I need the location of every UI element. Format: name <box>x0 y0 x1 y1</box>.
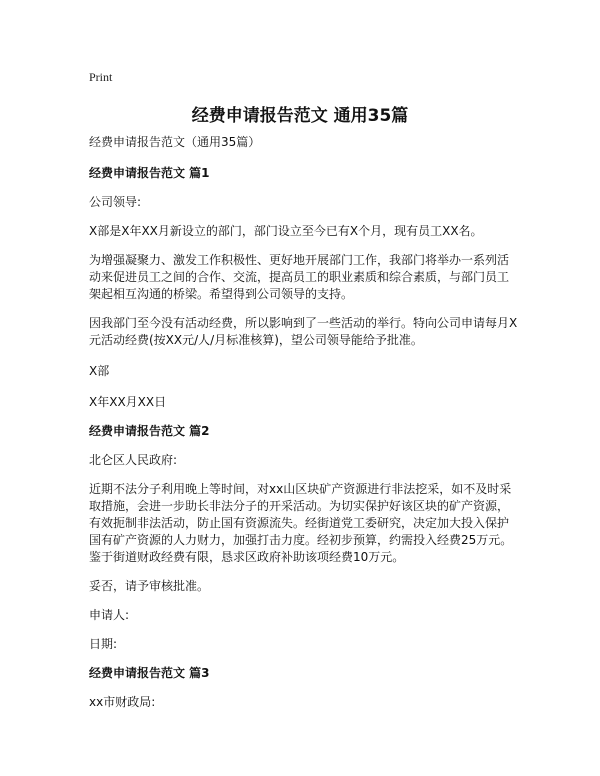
section-1-paragraph-2: 为增强凝聚力、激发工作积极性、更好地开展部门工作，我部门将举办一系列活动来促进员工之间的合作、交流，提高员工的职业素质和综合素质，与部门员工架起相互沟通的桥梁。希望得到公司领导的支持。 <box>89 253 510 301</box>
section-3-salutation: xx市财政局: <box>89 695 156 709</box>
document-title: 经费申请报告范文 通用35篇 <box>191 106 409 126</box>
section-1-paragraph-3: 因我部门至今没有活动经费，所以影响到了一些活动的举行。特向公司申请每月X元活动经费(按XX元/人/月标准核算)，望公司领导能给予批准。 <box>89 316 518 347</box>
section-2-salutation: 北仑区人民政府: <box>89 453 178 467</box>
section-2-date: 日期: <box>89 637 118 651</box>
section-2-paragraph-1: 近期不法分子利用晚上等时间，对xx山区块矿产资源进行非法挖采，如不及时采取措施，会进一步助长非法分子的开采活动。为切实保护好该区块的矿产资源，有效扼制非法活动，防止国有资源流失。经街道党工委研究，决定加大投入保护国有矿产资源的人力财力，加强打击力度。经初步预算，约需投入经费25万元。鉴于街道财政经费有限，恳求区政府补助该项经费10万元。 <box>89 482 513 564</box>
section-1-heading: 经费申请报告范文 篇1 <box>89 166 210 180</box>
document-body <box>89 134 519 723</box>
section-3-heading: 经费申请报告范文 篇3 <box>89 666 210 680</box>
document-subtitle: 经费申请报告范文（通用35篇） <box>89 135 261 149</box>
print-label: Print <box>89 70 113 84</box>
section-1-salutation: 公司领导: <box>89 195 142 209</box>
section-2-heading: 经费申请报告范文 篇2 <box>89 424 210 438</box>
section-1-date: X年XX月XX日 <box>89 395 167 409</box>
section-1-paragraph-1: X部是X年XX月新设立的部门，部门设立至今已有X个月，现有员工XX名。 <box>89 224 483 238</box>
section-2-applicant: 申请人: <box>89 608 130 622</box>
section-1-signature: X部 <box>89 364 110 378</box>
section-2-paragraph-2: 妥否，请予审核批准。 <box>89 579 210 593</box>
